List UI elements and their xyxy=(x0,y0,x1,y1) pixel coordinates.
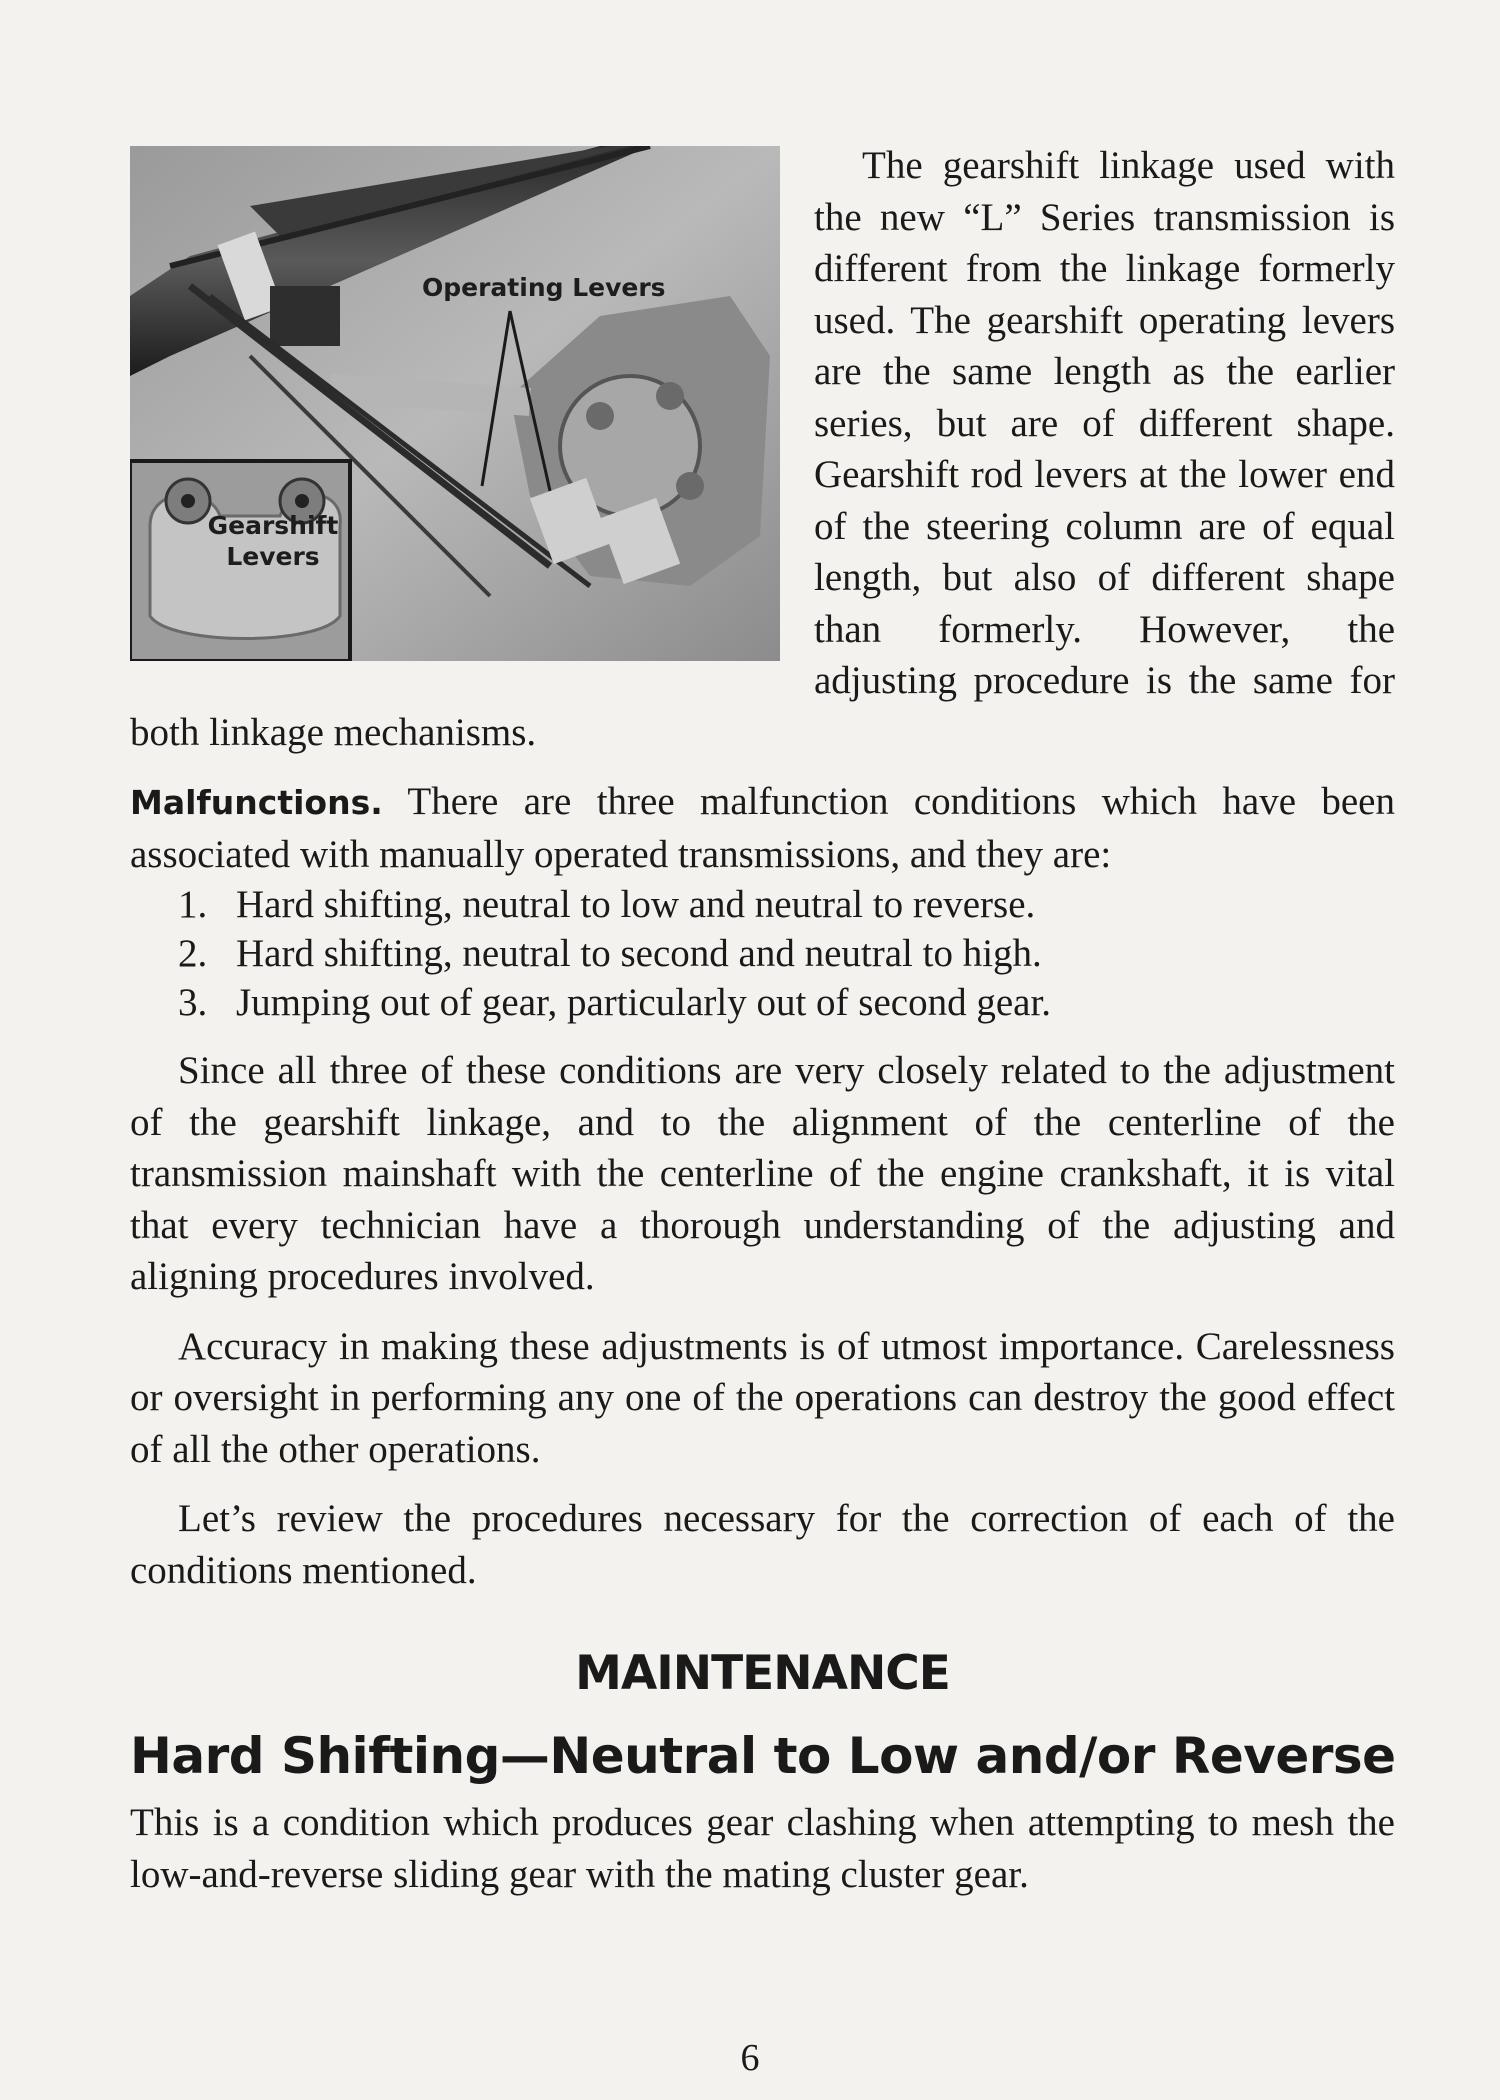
operating-levers-label: Operating Levers xyxy=(422,273,666,302)
list-item-text: Hard shifting, neutral to second and neutral to high. xyxy=(236,932,1042,975)
list-item-text: Hard shifting, neutral to low and neutral to reverse. xyxy=(236,883,1036,926)
intro-section xyxy=(130,140,1395,758)
maintenance-paragraph: This is a condition which produces gear clashing when attempting to mesh the low-and-reverse sliding gear with the mating cluster gear. xyxy=(130,1801,1395,1896)
gearshift-label-line1: Gearshift xyxy=(207,511,339,540)
paragraph-alignment: Since all three of these conditions are very closely related to the adjustment of the gearshift linkage, and to the alignment of the centerline of the transmission mainshaft with the centerline of the engine crankshaft, it is vital that every technician have a thorough understanding of the adjusting and aligning procedures involved. xyxy=(130,1049,1395,1298)
page-number: 6 xyxy=(740,2037,760,2079)
linkage-photo xyxy=(130,146,780,661)
malfunctions-heading: Malfunctions. xyxy=(130,783,383,822)
list-item-number: 3. xyxy=(178,981,208,1024)
malfunctions-text: There are three malfunction conditions which have been associated with manually operated transmissions, and they are: xyxy=(130,780,1395,876)
paragraph-accuracy: Accuracy in making these adjustments is of utmost importance. Carelessness or oversight in performing any one of the operations can destroy the good effect of all the other operations. xyxy=(130,1324,1395,1471)
paragraph-review: Let’s review the procedures necessary for the correction of each of the conditions mentioned. xyxy=(130,1497,1395,1592)
list-item xyxy=(130,880,1395,929)
gearshift-levers-label xyxy=(188,510,358,572)
list-item-number: 2. xyxy=(178,932,208,975)
hard-shifting-subtitle: Hard Shifting—Neutral to Low and/or Reverse xyxy=(130,1727,1396,1785)
list-item xyxy=(130,978,1395,1027)
intro-paragraph: The gearshift linkage used with the new “L” Series transmission is different from the linkage formerly used. The gearshift operating levers are the same length as the earlier series, but are of different shape. Gearshift rod levers at the lower end of the steering column are of equal length, but also of different shape than formerly. However, the adjusting procedure is the same for both linkage mechanisms. xyxy=(130,144,1395,754)
linkage-photo-drawing xyxy=(130,146,780,661)
malfunction-list xyxy=(130,880,1395,1027)
gearshift-label-line2: Levers xyxy=(226,542,320,571)
maintenance-title: MAINTENANCE xyxy=(575,1646,950,1701)
list-item-number: 1. xyxy=(178,883,208,926)
list-item xyxy=(130,929,1395,978)
list-item-text: Jumping out of gear, particularly out of second gear. xyxy=(236,981,1052,1024)
malfunctions-paragraph xyxy=(130,776,1395,880)
